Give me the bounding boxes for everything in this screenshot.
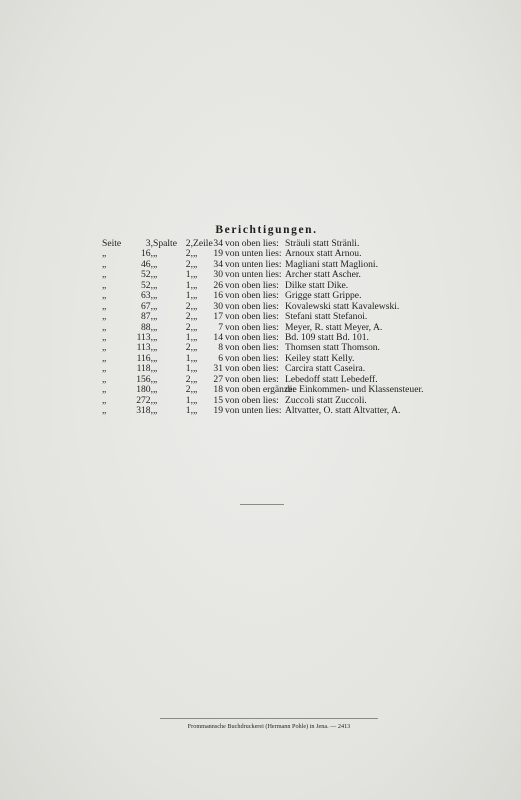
column-number: 2,	[185, 321, 193, 333]
correction-text: Altvatter, O. statt Altvatter, A.	[285, 405, 401, 416]
row-label: „	[102, 363, 107, 375]
line-number: 17	[213, 311, 223, 323]
correction-text: Sträuli statt Stränli.	[285, 238, 360, 249]
direction-instruction: von oben lies:	[225, 373, 279, 385]
row-label: „	[102, 248, 107, 260]
direction-instruction: von unten lies:	[225, 258, 282, 270]
correction-text: Dilke statt Dike.	[285, 279, 349, 291]
column-label: „	[153, 300, 158, 312]
column-label: „	[153, 290, 158, 302]
line-number: 34	[213, 238, 223, 249]
line-number: 14	[213, 331, 223, 343]
correction-text: Stefani statt Stefanoi.	[285, 311, 368, 323]
correction-text: Arnoux statt Arnou.	[285, 248, 362, 260]
direction-instruction: von oben lies:	[225, 300, 279, 312]
page-number: 113,	[136, 331, 153, 343]
column-label: „	[153, 373, 158, 385]
column-label: „	[153, 321, 158, 333]
direction-instruction: von oben lies:	[225, 331, 279, 343]
direction-instruction: von unten lies:	[225, 248, 282, 260]
correction-text: Kovalewski statt Kavalewski.	[285, 300, 400, 312]
line-number: 34	[213, 258, 223, 270]
column-number: 1,	[185, 363, 193, 375]
column-number: 1,	[185, 279, 193, 291]
direction-instruction: von oben lies:	[225, 290, 279, 302]
page-number: 116,	[136, 352, 153, 364]
line-label: „	[193, 384, 198, 396]
column-label: Spalte	[153, 238, 177, 249]
line-number: 18	[213, 384, 223, 396]
row-label: „	[102, 331, 107, 343]
page-number: 3,	[145, 238, 153, 249]
page-number: 46,	[141, 258, 153, 270]
correction-text: Lebedoff statt Lebedeff.	[285, 373, 378, 385]
column-number: 2,	[185, 300, 193, 312]
direction-instruction: von oben lies:	[225, 238, 279, 249]
column-label: „	[153, 352, 158, 364]
line-label: „	[193, 394, 198, 406]
column-label: „	[153, 258, 158, 270]
column-number: 2,	[185, 258, 193, 270]
line-label: „	[193, 248, 198, 260]
column-number: 1,	[185, 290, 193, 302]
direction-instruction: von oben lies:	[225, 363, 279, 375]
column-number: 2,	[185, 238, 193, 249]
correction-text: Meyer, R. statt Meyer, A.	[285, 321, 383, 333]
line-number: 15	[213, 394, 223, 406]
correction-text: die Einkommen- und Klassensteuer.	[285, 384, 424, 396]
column-label: „	[153, 331, 158, 343]
line-number: 27	[213, 373, 223, 385]
column-number: 1,	[185, 405, 193, 416]
row-label: „	[102, 384, 107, 396]
row-label: „	[102, 290, 107, 302]
page-number: 16,	[141, 248, 153, 260]
direction-instruction: von oben ergänze:	[225, 384, 296, 396]
line-number: 26	[213, 279, 223, 291]
column-label: „	[153, 279, 158, 291]
line-number: 8	[218, 342, 223, 354]
row-label: „	[102, 269, 107, 281]
row-label: „	[102, 373, 107, 385]
correction-text: Zuccoli statt Zuccoli.	[285, 394, 367, 406]
correction-text: Thomsen statt Thomson.	[285, 342, 380, 354]
line-number: 30	[213, 269, 223, 281]
line-number: 31	[213, 363, 223, 375]
page-number: 118,	[136, 363, 153, 375]
footer-divider	[160, 718, 378, 719]
line-number: 7	[218, 321, 223, 333]
line-label: „	[193, 321, 198, 333]
column-label: „	[153, 248, 158, 260]
direction-instruction: von oben lies:	[225, 321, 279, 333]
row-label: Seite	[102, 238, 122, 249]
line-label: „	[193, 311, 198, 323]
line-number: 16	[213, 290, 223, 302]
page-number: 318,	[136, 405, 153, 416]
line-label: „	[193, 331, 198, 343]
page-number: 272,	[136, 394, 153, 406]
column-number: 2,	[185, 342, 193, 354]
divider	[240, 504, 284, 505]
row-label: „	[102, 300, 107, 312]
line-number: 30	[213, 300, 223, 312]
correction-text: Magliani statt Maglioni.	[285, 258, 378, 270]
correction-text: Carcira statt Caseira.	[285, 363, 366, 375]
page-number: 52,	[141, 279, 153, 291]
line-label: „	[193, 363, 198, 375]
column-label: „	[153, 394, 158, 406]
direction-instruction: von oben lies:	[225, 311, 279, 323]
line-label: „	[193, 258, 198, 270]
line-label: „	[193, 300, 198, 312]
row-label: „	[102, 342, 107, 354]
page-number: 113,	[136, 342, 153, 354]
line-label: „	[193, 269, 198, 281]
page-number: 156,	[136, 373, 153, 385]
correction-text: Bd. 109 statt Bd. 101.	[285, 331, 369, 343]
row-label: „	[102, 394, 107, 406]
row-label: „	[102, 405, 107, 416]
column-number: 2,	[185, 373, 193, 385]
direction-instruction: von unten lies:	[225, 405, 282, 416]
column-number: 1,	[185, 394, 193, 406]
column-label: „	[153, 384, 158, 396]
line-label: „	[193, 373, 198, 385]
page-number: 67,	[141, 300, 153, 312]
row-label: „	[102, 279, 107, 291]
line-label: „	[193, 290, 198, 302]
row-label: „	[102, 321, 107, 333]
page-number: 87,	[141, 311, 153, 323]
direction-instruction: von oben lies:	[225, 279, 279, 291]
column-number: 1,	[185, 331, 193, 343]
direction-instruction: von unten lies:	[225, 269, 282, 281]
column-label: „	[153, 311, 158, 323]
column-number: 1,	[185, 352, 193, 364]
page-number: 52,	[141, 269, 153, 281]
direction-instruction: von oben lies:	[225, 342, 279, 354]
column-label: „	[153, 269, 158, 281]
line-label: „	[193, 342, 198, 354]
page-number: 63,	[141, 290, 153, 302]
line-label: „	[193, 352, 198, 364]
column-number: 2,	[185, 384, 193, 396]
line-label: „	[193, 279, 198, 291]
row-label: „	[102, 258, 107, 270]
column-label: „	[153, 342, 158, 354]
column-label: „	[153, 405, 158, 416]
direction-instruction: von oben lies:	[225, 352, 279, 364]
page-number: 88,	[141, 321, 153, 333]
direction-instruction: von oben lies:	[225, 394, 279, 406]
line-label: Zeile	[193, 238, 213, 249]
line-number: 19	[213, 248, 223, 260]
correction-text: Archer statt Ascher.	[285, 269, 361, 281]
correction-text: Grigge statt Grippe.	[285, 290, 362, 302]
column-number: 2,	[185, 248, 193, 260]
correction-text: Keiley statt Kelly.	[285, 352, 355, 364]
column-label: „	[153, 363, 158, 375]
line-number: 19	[213, 405, 223, 416]
row-label: „	[102, 352, 107, 364]
printer-imprint: Frommannsche Buchdruckerei (Hermann Pohle) in Jena. — 2413	[187, 723, 351, 730]
row-label: „	[102, 311, 107, 323]
line-label: „	[193, 405, 198, 416]
page-title: Berichtigungen.	[215, 224, 318, 236]
column-number: 1,	[185, 269, 193, 281]
column-number: 2,	[185, 311, 193, 323]
page-number: 180,	[136, 384, 153, 396]
line-number: 6	[218, 352, 223, 364]
